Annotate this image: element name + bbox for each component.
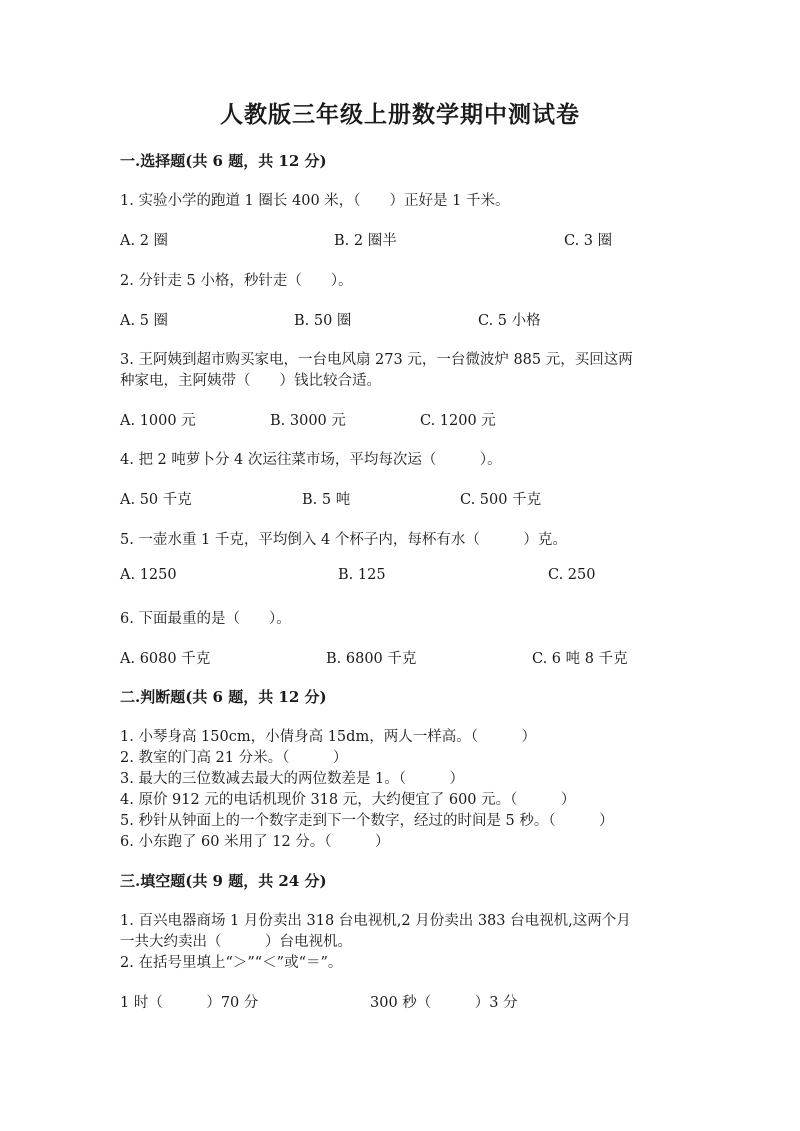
option-a: A. 6080 千克 (120, 651, 211, 667)
option-c: C. 500 千克 (460, 492, 542, 508)
option-c: C. 1200 元 (420, 413, 496, 429)
judge-item: 3. 最大的三位数减去最大的两位数差是 1。（ ） (120, 771, 465, 787)
option-c: C. 6 吨 8 千克 (532, 651, 628, 667)
page-title: 人教版三年级上册数学期中测试卷 (220, 101, 580, 128)
question-text: 3. 王阿姨到超市购买家电，一台电风扇 273 元，一台微波炉 885 元，买回这两 (120, 352, 633, 368)
judge-item: 5. 秒针从钟面上的一个数字走到下一个数字，经过的时间是 5 秒。（ ） (120, 813, 614, 829)
option-c: C. 3 圈 (564, 233, 613, 249)
question-text: 6. 下面最重的是（ ）。 (120, 611, 291, 627)
question-text: 4. 把 2 吨萝卜分 4 次运往菜市场，平均每次运（ ）。 (120, 452, 502, 468)
option-b: B. 5 吨 (302, 492, 351, 508)
judge-item: 6. 小东跑了 60 米用了 12 分。（ ） (120, 834, 390, 850)
section-heading-judge: 二.判断题(共 6 题，共 12 分) (120, 688, 327, 706)
option-b: B. 2 圈半 (334, 233, 397, 249)
option-b: B. 6800 千克 (326, 651, 417, 667)
judge-item: 2. 教室的门高 21 分米。（ ） (120, 750, 348, 766)
compare-item: 300 秒（ ）3 分 (370, 995, 518, 1011)
section-heading-fill: 三.填空题(共 9 题，共 24 分) (120, 872, 327, 890)
option-c: C. 5 小格 (478, 313, 541, 329)
fill-question-cont: 一共大约卖出（ ）台电视机。 (120, 934, 352, 950)
question-text: 1. 实验小学的跑道 1 圈长 400 米，（ ）正好是 1 千米。 (120, 193, 510, 209)
option-c: C. 250 (548, 567, 596, 583)
option-b: B. 125 (338, 567, 386, 583)
question-text: 5. 一壶水重 1 千克，平均倒入 4 个杯子内，每杯有水（ ）克。 (120, 532, 567, 548)
question-text: 2. 分针走 5 小格，秒针走（ ）。 (120, 273, 353, 289)
judge-item: 4. 原价 912 元的电话机现价 318 元，大约便宜了 600 元。（ ） (120, 792, 576, 808)
section-heading-choice: 一.选择题(共 6 题，共 12 分) (120, 152, 327, 170)
option-a: A. 1250 (120, 567, 177, 583)
option-a: A. 2 圈 (120, 233, 169, 249)
option-b: B. 50 圈 (294, 313, 352, 329)
option-b: B. 3000 元 (270, 413, 346, 429)
option-a: A. 5 圈 (120, 313, 169, 329)
option-a: A. 50 千克 (120, 492, 192, 508)
judge-item: 1. 小琴身高 150cm，小倩身高 15dm，两人一样高。（ ） (120, 729, 536, 745)
option-a: A. 1000 元 (120, 413, 196, 429)
question-text-cont: 种家电，主阿姨带（ ）钱比较合适。 (120, 373, 381, 389)
fill-question: 1. 百兴电器商场 1 月份卖出 318 台电视机,2 月份卖出 383 台电视机,这两个月 (120, 913, 631, 929)
fill-question: 2. 在括号里填上“＞”“＜”或“＝”。 (120, 955, 343, 971)
compare-item: 1 时（ ）70 分 (120, 995, 259, 1011)
